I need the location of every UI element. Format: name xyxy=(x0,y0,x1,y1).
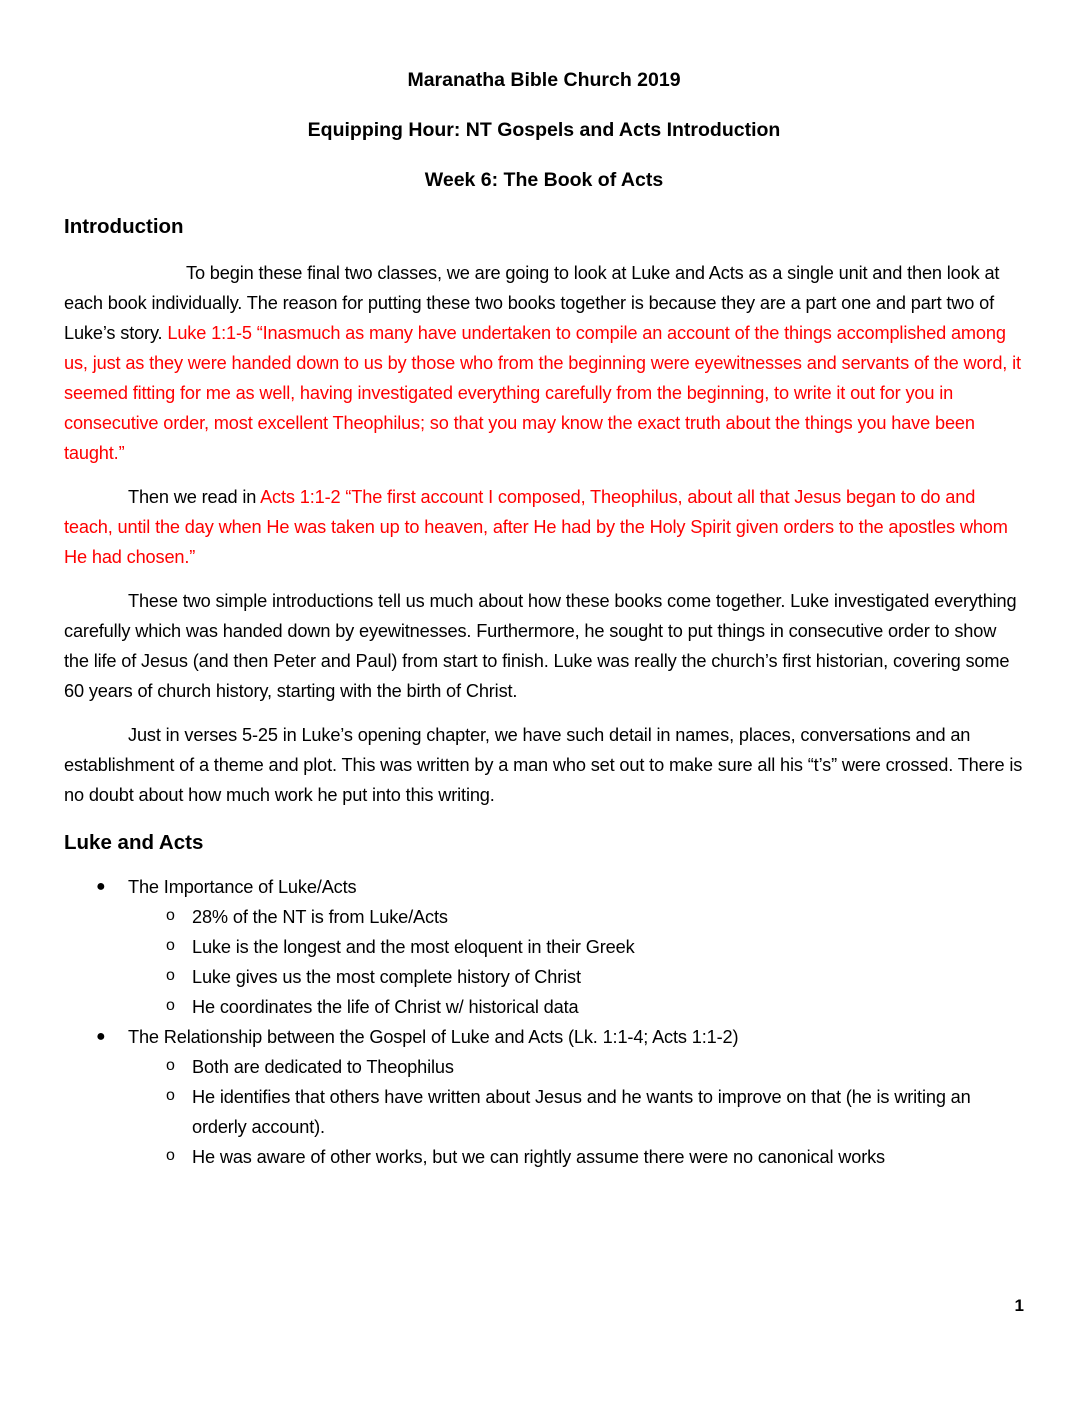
list-item xyxy=(166,962,1024,992)
sub-bullet-list xyxy=(128,1052,1024,1172)
list-item xyxy=(166,992,1024,1022)
bullet-circle-icon: o xyxy=(166,1147,175,1164)
sub-bullet-text: He coordinates the life of Christ w/ historical data xyxy=(192,997,579,1017)
bullet-circle-icon: o xyxy=(166,997,175,1014)
luke-scripture-quote: Luke 1:1-5 “Inasmuch as many have undertaken to compile an account of the things accomplished among us, just as they were handed down to us by those who from the beginning were eyewitnesses and servants of the word, it seemed fitting for me as well, having investigated everything carefully from the beginning, to write it out for you in consecutive order, most excellent Theophilus; so that you may know the exact truth about the things you have been taught.” xyxy=(64,323,1021,463)
week-title: Week 6: The Book of Acts xyxy=(424,169,664,191)
luke-and-acts-heading: Luke and Acts xyxy=(64,831,204,854)
intro-paragraph-3: These two simple introductions tell us much about how these books come together. Luke investigated everything carefully which was handed down by eyewitnesses. Furthermore, he sought to put things in consecutive order to show the life of Jesus (and then Peter and Paul) from start to finish. Luke was really the church’s first historian, covering some 60 years of church history, starting with the birth of Christ. xyxy=(64,591,1017,701)
intro-p2-text: Then we read in xyxy=(128,487,261,507)
intro-paragraph-4: Just in verses 5-25 in Luke’s opening chapter, we have such detail in names, places, conversations and an establishment of a theme and plot. This was written by a man who set out to make sure all his “t’s” were crossed. There is no doubt about how much work he put into this writing. xyxy=(64,725,1023,805)
sub-bullet-text: He was aware of other works, but we can rightly assume there were no canonical works xyxy=(192,1147,885,1167)
intro-paragraph-1 xyxy=(64,258,1024,468)
list-item xyxy=(166,1052,1024,1082)
bullet-dot-icon: ● xyxy=(96,878,106,895)
intro-p1-text: To begin these final two classes, we are going to look at Luke and Acts as a single unit and then look at each book individually. The reason for putting these two books together is because they are a part one and part two of Luke’s story. xyxy=(64,263,1000,343)
bullet-circle-icon: o xyxy=(166,937,175,954)
bullet-circle-icon: o xyxy=(166,907,175,924)
sub-bullet-text: Luke is the longest and the most eloquent in their Greek xyxy=(192,937,635,957)
bullet-text: The Importance of Luke/Acts xyxy=(128,877,357,897)
list-item xyxy=(166,1082,1024,1142)
course-title: Equipping Hour: NT Gospels and Acts Introduction xyxy=(307,119,781,141)
sub-bullet-text: Both are dedicated to Theophilus xyxy=(192,1057,454,1077)
luke-acts-bullet-list xyxy=(64,872,1024,1172)
page-number: 1 xyxy=(1014,1296,1024,1315)
list-item xyxy=(96,872,1024,1022)
list-item xyxy=(166,902,1024,932)
sub-bullet-text: Luke gives us the most complete history of Christ xyxy=(192,967,581,987)
bullet-dot-icon: ● xyxy=(96,1028,106,1045)
sub-bullet-text: 28% of the NT is from Luke/Acts xyxy=(192,907,448,927)
intro-paragraph-2 xyxy=(64,482,1024,572)
sub-bullet-text: He identifies that others have written about Jesus and he wants to improve on that (he is writing an orderly account). xyxy=(192,1087,971,1137)
bullet-text: The Relationship between the Gospel of Luke and Acts (Lk. 1:1-4; Acts 1:1-2) xyxy=(128,1027,739,1047)
acts-scripture-quote: Acts 1:1-2 “The first account I composed, Theophilus, about all that Jesus began to do and teach, until the day when He was taken up to heaven, after He had by the Holy Spirit given orders to the apostles whom He had chosen.” xyxy=(64,487,1008,567)
sub-bullet-list xyxy=(128,902,1024,1022)
list-item xyxy=(166,932,1024,962)
bullet-circle-icon: o xyxy=(166,1057,175,1074)
list-item xyxy=(166,1142,1024,1172)
introduction-heading: Introduction xyxy=(64,215,184,238)
bullet-circle-icon: o xyxy=(166,967,175,984)
list-item xyxy=(96,1022,1024,1172)
bullet-circle-icon: o xyxy=(166,1087,175,1104)
church-title: Maranatha Bible Church 2019 xyxy=(407,69,681,91)
